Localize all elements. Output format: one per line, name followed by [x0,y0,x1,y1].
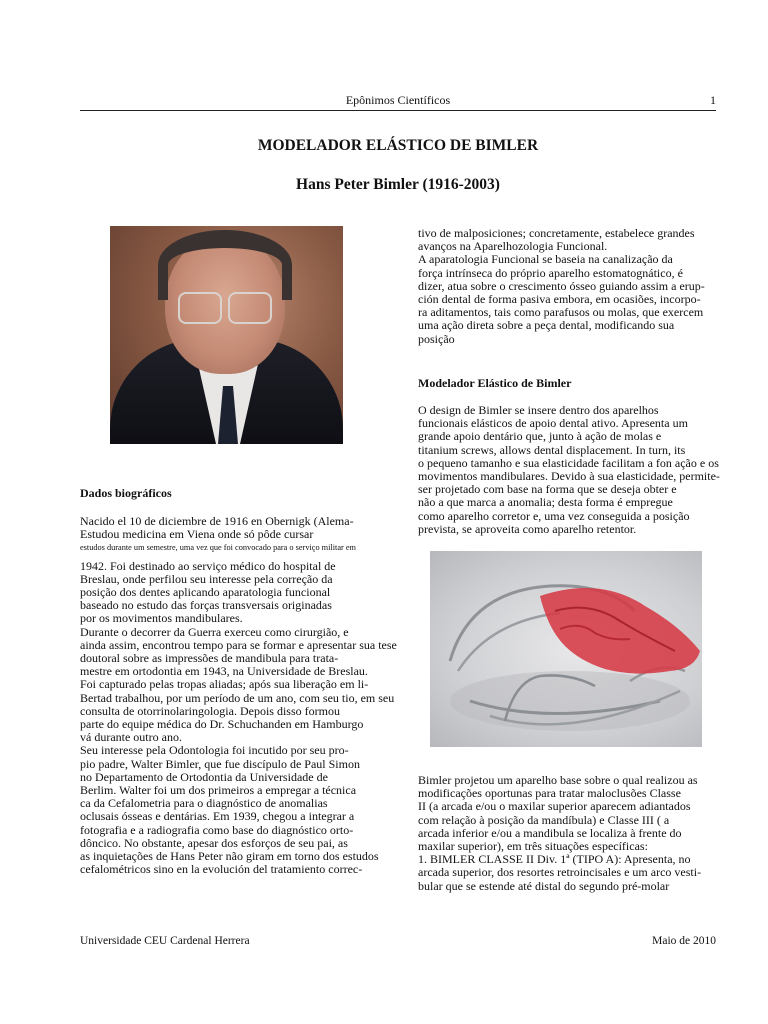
text-line: parte do equipe médica do Dr. Schuchanden em Hamburgo [80,717,364,732]
text-line: no Departamento de Ortodontia da Universidade de [80,769,328,784]
text-line: não a que marca a anomalia; desta forma é empregue [418,495,673,510]
text-line: estudos durante um semestre, uma vez que foi convocado para o serviço militar em [80,543,357,553]
text-line: funcionais elásticos de apoio dental ativo. Apresenta um [418,416,688,431]
text-line: movimentos mandibulares. Devido à sua elasticidade, permite- [418,469,720,484]
text-line: arcada inferior e/ou a mandibula se localiza à frente do [418,825,682,840]
text-line: tivo de malposiciones; concretamente, estabelece grandes [418,226,695,240]
text-line: titanium screws, allows dental displacement. In turn, its [418,442,686,457]
design-text [418,404,728,536]
text-line: força intrínseca do próprio aparelho estomatognático, é [418,265,683,280]
text-line: ca da Cefalometria para o diagnóstico de anomalias [80,796,328,811]
text-line: posição [418,331,455,346]
document-subtitle: Hans Peter Bimler (1916-2003) [296,176,500,193]
text-line: ser projetado com base na forma que se deseja obter e [418,482,677,497]
text-line: mestre em ortodontia em 1943, na Universidade de Breslau. [80,664,368,679]
text-line: uma ação direta sobre a peça dental, modificando sua [418,318,675,333]
text-line: o pequeno tamanho e sua elasticidade facilitam a fon ação e os [418,455,719,470]
page-number: 1 [710,93,716,107]
text-line: Foi capturado pelas tropas aliadas; após sua liberação em li- [80,677,369,692]
text-line: Bertad trabalhou, por um período de um ano, com seu tio, em seu [80,690,395,705]
text-line: grande apoio dentário que, junto à ação de molas e [418,429,662,444]
text-line: como aparelho corretor e, uma vez conseguida a posição [418,508,690,523]
text-line: O design de Bimler se insere dentro dos aparelhos [418,403,659,417]
text-line: Durante o decorrer da Guerra exerceu como cirurgião, e [80,624,349,639]
text-line: dizer, atua sobre o crescimento ósseo guiando assim a erup- [418,278,705,293]
text-line: com relação à posição da mandíbula) e Classe III ( a [418,812,670,827]
text-line: ra aditamentos, tais como parafusos ou molas, que exercem [418,305,704,320]
text-line: II (a arcada e/ou o maxilar superior aparecem adiantados [418,799,691,814]
text-line: Breslau, onde perfilou seu interesse pela correção da [80,571,333,586]
header-rule [80,110,716,111]
text-line: consulta de otorrinolaringologia. Depois disso formou [80,703,340,718]
text-line: A aparatologia Funcional se baseia na canalização da [418,252,673,267]
text-line: modificações oportunas para tratar maloclusões Classe [418,786,681,801]
bimler-appliance-photo [430,551,702,747]
text-line: bular que se estende até distal do segundo pré-molar [418,878,670,893]
header-title: Epônimos Científicos [345,93,451,107]
text-line: doutoral sobre as impressões de mandibula para trata- [80,651,339,666]
text-line: Estudou medicina em Viena onde só pôde cursar [80,527,314,542]
text-line: maxilar superior), em três situações específicas: [418,839,648,854]
classes-text [418,774,733,893]
text-line: ción dental de forma pasiva embora, em ocasiões, incorpo- [418,292,701,307]
text-line: Seu interesse pela Odontologia foi incutido por seu pro- [80,743,349,758]
biography-heading: Dados biográficos [80,486,172,500]
text-line: por os movimentos mandibulares. [80,611,243,626]
text-line: posição dos dentes aplicando aparatologia funcional [80,585,331,600]
text-line: 1942. Foi destinado ao serviço médico do hospital de [80,558,336,573]
document-title: MODELADOR ELÁSTICO DE BIMLER [257,137,539,154]
text-line: avanços na Aparelhozologia Funcional. [418,239,608,254]
footer-institution: Universidade CEU Cardenal Herrera [80,935,250,947]
text-line: oclusais ósseas e dentárias. Em 1939, chegou a integrar a [80,809,355,824]
text-line: baseado no estudo das forças transversais originadas [80,598,332,613]
text-line: 1. BIMLER CLASSE II Div. 1ª (TIPO A): Apresenta, no [418,852,691,867]
text-line: Berlim. Walter foi um dos primeiros a empregar a técnica [80,783,357,798]
text-line: cefalométricos sino en la evolución del tratamiento correc- [80,862,363,877]
biography-text [80,515,410,876]
text-line: ainda assim, encontrou tempo para se formar e apresentar sua tese [80,637,397,652]
functional-apparatus-text [418,227,718,346]
text-line: fotografia e a radiografia como base do diagnóstico orto- [80,822,354,837]
text-line: Bimler projetou um aparelho base sobre o qual realizou as [418,773,698,787]
modelador-heading: Modelador Elástico de Bimler [418,376,572,390]
running-header [80,93,716,109]
text-line: prevista, se aproveita como aparelho retentor. [418,521,637,536]
footer-date: Maio de 2010 [652,935,716,947]
text-line: vá durante outro ano. [80,730,182,745]
text-line: Nacido el 10 de diciembre de 1916 en Obernigk (Alema- [80,514,354,528]
text-line: arcada superior, dos resortes retroincisales e um arco vesti- [418,865,702,880]
text-line: pio padre, Walter Bimler, que fue discípulo de Paul Simon [80,756,360,771]
portrait-photo [110,226,343,444]
text-line: as inquietações de Hans Peter não giram em torno dos estudos [80,849,379,864]
text-line: dôncico. No obstante, apesar dos esforços de seu pai, as [80,835,348,850]
